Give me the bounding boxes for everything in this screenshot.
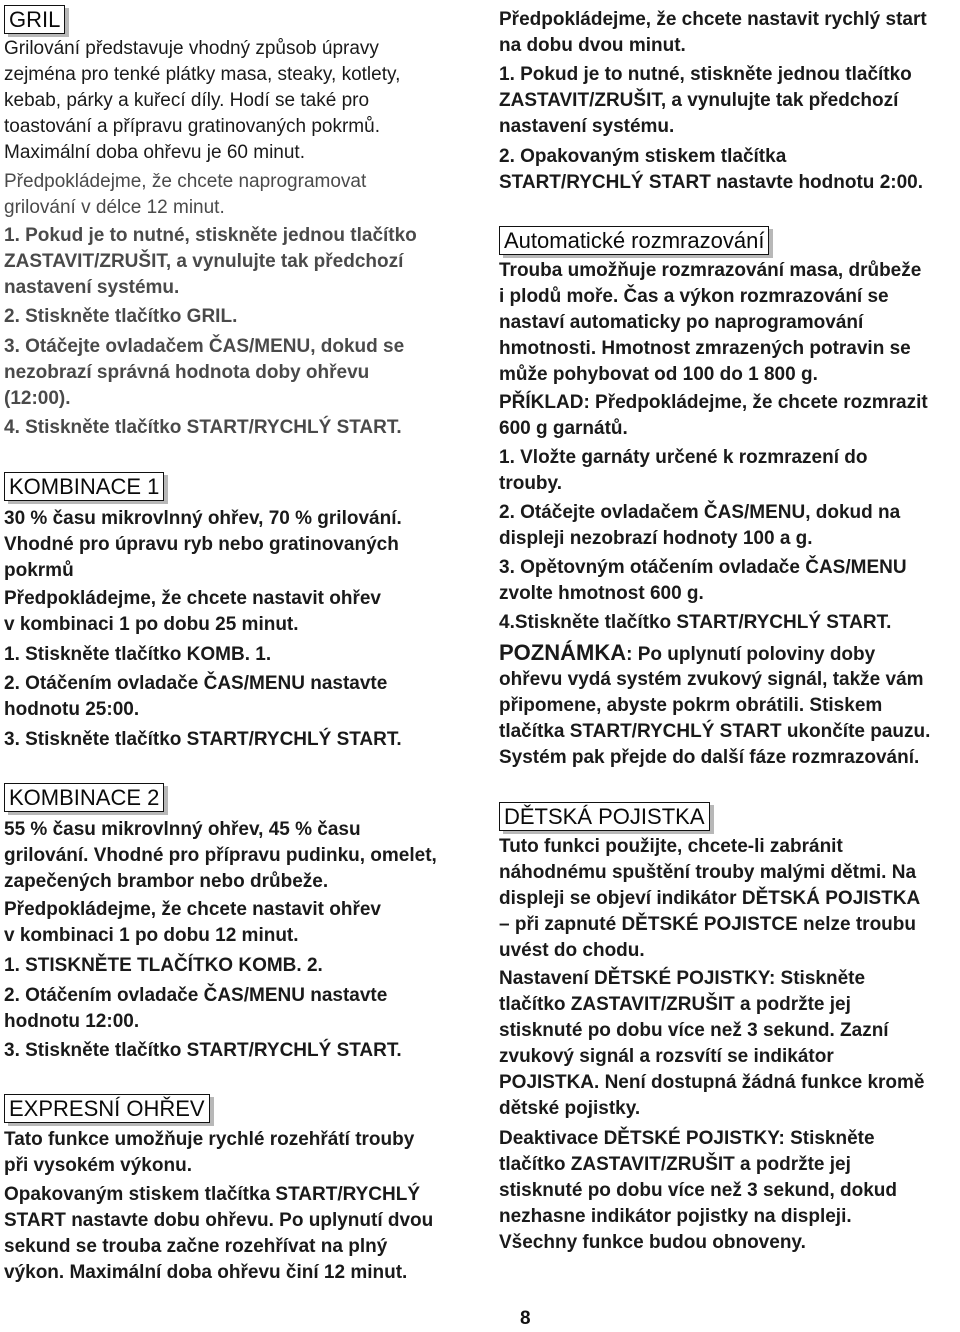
text-line: sekund se trouba začne rozehřívat na plný <box>4 1236 388 1257</box>
text-line: 600 g garnátů. <box>499 418 628 439</box>
komb2-step-2 <box>4 983 387 1035</box>
text-line: nezobrazí správná hodnota doby ohřevu <box>4 362 370 383</box>
text-line: nastavení systému. <box>4 277 180 298</box>
komb1-heading: KOMBINACE 1 <box>4 472 164 501</box>
text-line: při vysokém výkonu. <box>4 1155 192 1176</box>
expres-step-1 <box>499 62 912 140</box>
gril-step-2: 2. Stiskněte tlačítko GRIL. <box>4 306 238 327</box>
komb2-example <box>4 897 381 949</box>
text-line: START nastavte dobu ohřevu. Po uplynutí dvou <box>4 1210 434 1231</box>
text-line: na dobu dvou minut. <box>499 35 686 56</box>
text-line: v kombinaci 1 po dobu 25 minut. <box>4 614 299 635</box>
text-line: START/RYCHLÝ START nastavte hodnotu 2:00. <box>499 172 924 193</box>
gril-step-3 <box>4 334 404 412</box>
text-line: 2. Otáčením ovladače ČAS/MENU nastavte <box>4 673 388 694</box>
text-line: 2. Otáčením ovladače ČAS/MENU nastavte <box>4 985 388 1006</box>
text-line: hodnotu 25:00. <box>4 699 140 720</box>
text-line: 3. Otáčejte ovladačem ČAS/MENU, dokud se <box>4 336 405 357</box>
text-line: výkon. Maximální doba ohřevu činí 12 minut. <box>4 1262 408 1283</box>
text-line: může pohybovat od 100 do 1 800 g. <box>499 364 818 385</box>
text-line: hodnotu 12:00. <box>4 1011 140 1032</box>
text-line: v kombinaci 1 po dobu 12 minut. <box>4 925 299 946</box>
text-line: stisknuté po dobu více než 3 sekund. Zazní <box>499 1020 889 1041</box>
expres-heading: EXPRESNÍ OHŘEV <box>4 1094 210 1123</box>
komb1-step-3: 3. Stiskněte tlačítko START/RYCHLÝ START. <box>4 729 402 750</box>
text-line: displeji nezobrazí hodnoty 100 a g. <box>499 528 813 549</box>
note-first-text: : Po uplynutí poloviny doby <box>626 644 876 665</box>
text-line: 30 % času mikrovlnný ohřev, 70 % grilování. <box>4 508 402 529</box>
defrost-note <box>499 667 930 771</box>
text-line: zapečených brambor nebo drůbeže. <box>4 871 329 892</box>
text-line: Maximální doba ohřevu je 60 minut. <box>4 142 305 163</box>
text-line: nastaví automaticky po naprogramování <box>499 312 864 333</box>
text-line: Tato funkce umožňuje rychlé rozehřátí trouby <box>4 1129 415 1150</box>
text-line: Předpokládejme, že chcete nastavit ohřev <box>4 588 381 609</box>
text-line: toastování a přípravu gratinovaných pokrmů. <box>4 116 380 137</box>
child-lock-heading: DĚTSKÁ POJISTKA <box>499 802 710 831</box>
text-line: displeji se objeví indikátor DĚTSKÁ POJISTKA <box>499 888 921 909</box>
text-line: stisknuté po dobu více než 3 sekund, dokud <box>499 1180 898 1201</box>
text-line: (12:00). <box>4 388 71 409</box>
defrost-example <box>499 390 928 442</box>
text-line: 2. Opakovaným stiskem tlačítka <box>499 146 787 167</box>
text-line: 1. Pokud je to nutné, stiskněte jednou tlačítko <box>4 225 417 246</box>
text-line: zvolte hmotnost 600 g. <box>499 583 704 604</box>
defrost-desc <box>499 258 921 388</box>
text-line: nastavení systému. <box>499 116 675 137</box>
text-line: Systém pak přejde do další fáze rozmrazování. <box>499 747 920 768</box>
text-line: pokrmů <box>4 560 74 581</box>
text-line: Trouba umožňuje rozmrazování masa, drůbeže <box>499 260 922 281</box>
komb1-step-2 <box>4 671 387 723</box>
defrost-step-2 <box>499 500 900 552</box>
defrost-step-4: 4.Stiskněte tlačítko START/RYCHLÝ START. <box>499 612 892 633</box>
text-line: dětské pojistky. <box>499 1098 641 1119</box>
komb1-step-1: 1. Stiskněte tlačítko KOMB. 1. <box>4 644 272 665</box>
text-line: Nastavení DĚTSKÉ POJISTKY: Stiskněte <box>499 968 866 989</box>
text-line: Předpokládejme, že chcete nastavit rychlý start <box>499 9 927 30</box>
text-line: zvukový signál a rozsvítí se indikátor <box>499 1046 834 1067</box>
gril-intro <box>4 36 400 166</box>
text-line: Předpokládejme, že chcete nastavit ohřev <box>4 899 381 920</box>
text-line: zejména pro tenké plátky masa, steaky, kotlety, <box>4 64 401 85</box>
expres-desc-2 <box>4 1182 433 1286</box>
gril-step-1 <box>4 223 417 301</box>
expres-desc <box>4 1127 414 1179</box>
text-line: tlačítka START/RYCHLÝ START ukončíte pauzu. <box>499 721 931 742</box>
text-line: 1. Vložte garnáty určené k rozmrazení do <box>499 447 868 468</box>
komb1-desc <box>4 506 402 584</box>
komb2-desc <box>4 817 437 895</box>
text-line: 1. Pokud je to nutné, stiskněte jednou tlačítko <box>499 64 912 85</box>
defrost-heading: Automatické rozmrazování <box>499 226 769 255</box>
text-line: 3. Opětovným otáčením ovladače ČAS/MENU <box>499 557 907 578</box>
gril-example <box>4 169 366 221</box>
text-line: připomene, abyste pokrm obrátili. Stiskem <box>499 695 883 716</box>
text-line: Opakovaným stiskem tlačítka START/RYCHLÝ <box>4 1184 421 1205</box>
text-line: ohřevu vydá systém zvukový signál, takže vám <box>499 669 924 690</box>
komb2-step-1: 1. STISKNĚTE TLAČÍTKO KOMB. 2. <box>4 955 323 976</box>
text-line: grilování v délce 12 minut. <box>4 197 225 218</box>
text-line: Všechny funkce budou obnoveny. <box>499 1232 806 1253</box>
komb1-example <box>4 586 381 638</box>
text-line: Deaktivace DĚTSKÉ POJISTKY: Stiskněte <box>499 1128 875 1149</box>
note-label: POZNÁMKA <box>499 640 627 665</box>
defrost-note-first-line <box>499 640 875 668</box>
text-line: 2. Otáčejte ovladačem ČAS/MENU, dokud na <box>499 502 901 523</box>
child-lock-set <box>499 966 924 1122</box>
defrost-step-1 <box>499 445 868 497</box>
text-line: Grilování představuje vhodný způsob úpravy <box>4 38 379 59</box>
text-line: 55 % času mikrovlnný ohřev, 45 % času <box>4 819 361 840</box>
expres-step-2 <box>499 144 923 196</box>
text-line: – při zapnuté DĚTSKÉ POJISTCE nelze troubu <box>499 914 916 935</box>
text-line: ZASTAVIT/ZRUŠIT, a vynulujte tak předchozí <box>4 251 404 272</box>
text-line: tlačítko ZASTAVIT/ZRUŠIT a podržte jej <box>499 994 851 1015</box>
text-line: i plodů moře. Čas a výkon rozmrazování se <box>499 286 889 307</box>
text-line: nezhasne indikátor pojistky na displeji. <box>499 1206 852 1227</box>
text-line: Předpokládejme, že chcete naprogramovat <box>4 171 367 192</box>
child-lock-desc <box>499 834 920 964</box>
text-line: Tuto funkci použijte, chcete-li zabránit <box>499 836 843 857</box>
komb2-step-3: 3. Stiskněte tlačítko START/RYCHLÝ START. <box>4 1040 402 1061</box>
child-lock-unset <box>499 1126 897 1256</box>
text-line: PŘÍKLAD: Předpokládejme, že chcete rozmrazit <box>499 392 928 413</box>
text-line: uvést do chodu. <box>499 940 645 961</box>
text-line: náhodnému spuštění trouby malými dětmi. Na <box>499 862 917 883</box>
text-line: kebab, párky a kuřecí díly. Hodí se také pro <box>4 90 370 111</box>
text-line: grilování. Vhodné pro přípravu pudinku, omelet, <box>4 845 437 866</box>
text-line: trouby. <box>499 473 562 494</box>
expres-example <box>499 7 927 59</box>
defrost-step-3 <box>499 555 907 607</box>
text-line: tlačítko ZASTAVIT/ZRUŠIT a podržte jej <box>499 1154 851 1175</box>
text-line: ZASTAVIT/ZRUŠIT, a vynulujte tak předchozí <box>499 90 899 111</box>
gril-heading: GRIL <box>4 5 65 34</box>
gril-step-4: 4. Stiskněte tlačítko START/RYCHLÝ START. <box>4 417 402 438</box>
text-line: POJISTKA. Není dostupná žádná funkce kromě <box>499 1072 925 1093</box>
komb2-heading: KOMBINACE 2 <box>4 783 164 812</box>
page-number: 8 <box>520 1308 531 1329</box>
text-line: Vhodné pro úpravu ryb nebo gratinovaných <box>4 534 399 555</box>
text-line: hmotnosti. Hmotnost zmrazených potravin se <box>499 338 911 359</box>
